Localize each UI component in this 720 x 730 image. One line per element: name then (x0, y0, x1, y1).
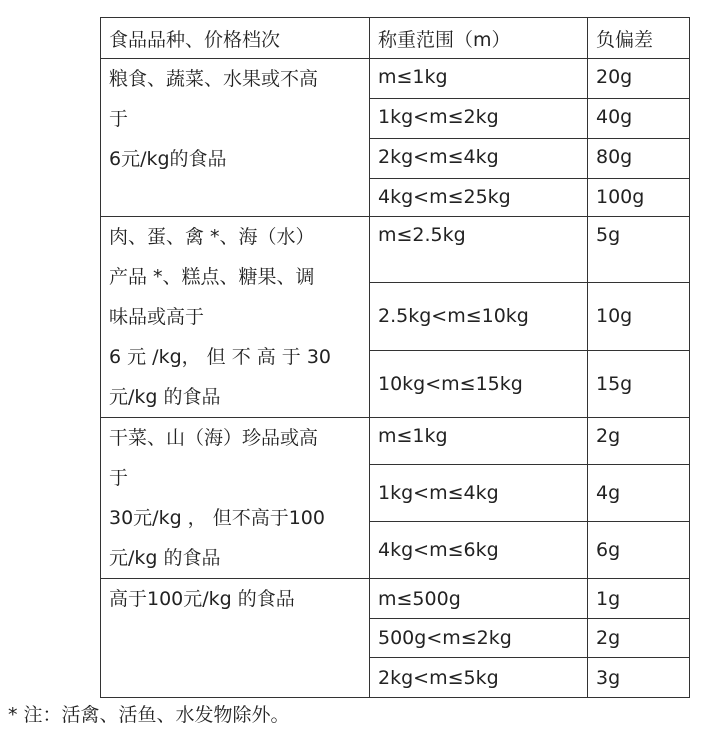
category-line: 元/kg 的食品 (109, 386, 221, 408)
weight-range-cell: m≤1kg (370, 59, 588, 99)
weight-range-cell: 2kg<m≤4kg (370, 139, 588, 179)
deviation-cell: 10g (588, 283, 690, 350)
header-weight-range: 称重范围（m） (370, 18, 588, 59)
category-line: 于 (109, 467, 129, 489)
category-line: 6 元 /kg， 但 不 高 于 30 (109, 346, 332, 368)
category-line: 干菜、山（海）珍品或高 (109, 427, 319, 449)
header-category: 食品品种、价格档次 (101, 18, 370, 59)
deviation-cell: 3g (588, 658, 690, 698)
header-negative-deviation: 负偏差 (588, 18, 690, 59)
category-line: 6元/kg的食品 (109, 148, 227, 170)
table-row (101, 59, 690, 99)
table-row (101, 217, 690, 283)
category-line: 30元/kg ， 但不高于100 (109, 507, 325, 529)
tolerance-table (100, 17, 690, 698)
footnote: * 注：活禽、活鱼、水发物除外。 (8, 704, 290, 726)
weight-range-cell: 1kg<m≤4kg (370, 465, 588, 522)
deviation-cell: 1g (588, 579, 690, 619)
deviation-cell: 2g (588, 418, 690, 465)
category-line: 产品 *、糕点、糖果、调 (109, 266, 315, 288)
table-row (101, 418, 690, 465)
category-line: 味品或高于 (109, 306, 205, 328)
weight-range-cell: 1kg<m≤2kg (370, 99, 588, 139)
weight-range-cell: 4kg<m≤6kg (370, 522, 588, 579)
category-line: 肉、蛋、禽 *、海（水） (109, 226, 315, 248)
deviation-cell: 40g (588, 99, 690, 139)
category-cell (101, 579, 370, 698)
deviation-cell: 5g (588, 217, 690, 283)
weight-range-cell: m≤2.5kg (370, 217, 588, 283)
deviation-cell: 80g (588, 139, 690, 179)
deviation-cell: 6g (588, 522, 690, 579)
category-line: 于 (109, 108, 129, 130)
weight-range-cell: m≤1kg (370, 418, 588, 465)
weight-range-cell: 10kg<m≤15kg (370, 350, 588, 417)
category-line: 高于100元/kg 的食品 (109, 588, 295, 610)
category-line: 粮食、蔬菜、水果或不高 (109, 68, 319, 90)
category-cell (101, 59, 370, 217)
category-cell (101, 418, 370, 579)
weight-range-cell: 2kg<m≤5kg (370, 658, 588, 698)
weight-range-cell: 2.5kg<m≤10kg (370, 283, 588, 350)
deviation-cell: 100g (588, 179, 690, 217)
category-cell (101, 217, 370, 418)
deviation-cell: 15g (588, 350, 690, 417)
table-row (101, 579, 690, 619)
category-line: 元/kg 的食品 (109, 547, 221, 569)
deviation-cell: 2g (588, 619, 690, 658)
deviation-cell: 4g (588, 465, 690, 522)
table-header-row (101, 18, 690, 59)
weight-range-cell: 500g<m≤2kg (370, 619, 588, 658)
weight-range-cell: m≤500g (370, 579, 588, 619)
deviation-cell: 20g (588, 59, 690, 99)
weight-range-cell: 4kg<m≤25kg (370, 179, 588, 217)
